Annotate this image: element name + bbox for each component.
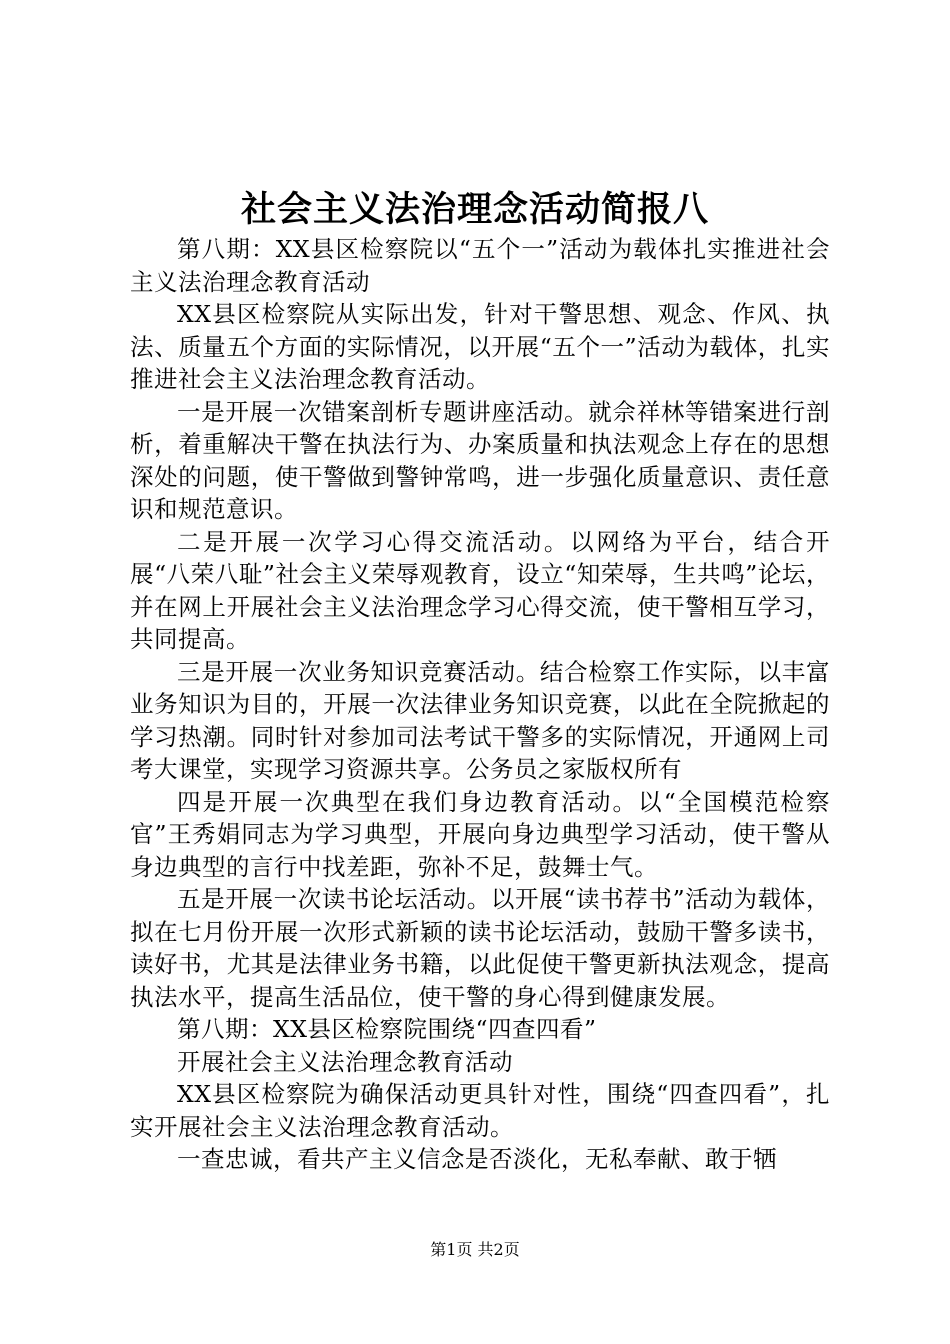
document-title: 社会主义法治理念活动简报八	[240, 189, 709, 230]
paragraph-second-issue-heading: 第八期：XX县区检察院围绕“四查四看”	[177, 1015, 597, 1043]
paragraph-item-four: 四是开展一次典型在我们身边教育活动。以“全国模范检察官”王秀娟同志为学习典型，开展向身边典型学习活动，使干警从身边典型的言行中找差距，弥补不足，鼓舞士气。	[130, 787, 830, 881]
paragraph-item-three: 三是开展一次业务知识竞赛活动。结合检察工作实际，以丰富业务知识为目的，开展一次法律业务知识竞赛，以此在全院掀起的学习热潮。同时针对参加司法考试干警多的实际情况，开通网上司考大课堂，实现学习资源共享。公务员之家版权所有	[130, 657, 830, 783]
paragraph-item-two: 二是开展一次学习心得交流活动。以网络为平台，结合开展“八荣八耻”社会主义荣辱观教育，设立“知荣辱，生共鸣”论坛，并在网上开展社会主义法治理念学习心得交流，使干警相互学习，共同提高。	[130, 527, 830, 653]
paragraph-second-intro: XX县区检察院为确保活动更具针对性，围绕“四查四看”，扎实开展社会主义法治理念教育活动。	[130, 1080, 830, 1141]
document-body	[130, 233, 830, 1176]
paragraph-issue-heading: 第八期：XX县区检察院以“五个一”活动为载体扎实推进社会主义法治理念教育活动	[130, 235, 830, 296]
page-footer: 第1页 共2页	[430, 1240, 520, 1259]
paragraph-item-five: 五是开展一次读书论坛活动。以开展“读书荐书”活动为载体，拟在七月份开展一次形式新颖的读书论坛活动，鼓励干警多读书，读好书，尤其是法律业务书籍，以此促使干警更新执法观念，提高执法水平，提高生活品位，使干警的身心得到健康发展。	[130, 885, 830, 1011]
paragraph-second-issue-subheading: 开展社会主义法治理念教育活动	[177, 1047, 513, 1076]
paragraph-item-one: 一是开展一次错案剖析专题讲座活动。就佘祥林等错案进行剖析，着重解决干警在执法行为、办案质量和执法观念上存在的思想深处的问题，使干警做到警钟常鸣，进一步强化质量意识、责任意识和规范意识。	[130, 397, 830, 523]
paragraph-intro: XX县区检察院从实际出发，针对干警思想、观念、作风、执法、质量五个方面的实际情况，以开展“五个一”活动为载体，扎实推进社会主义法治理念教育活动。	[130, 300, 830, 393]
paragraph-check-one: 一查忠诚，看共产主义信念是否淡化，无私奉献、敢于牺	[177, 1145, 777, 1173]
